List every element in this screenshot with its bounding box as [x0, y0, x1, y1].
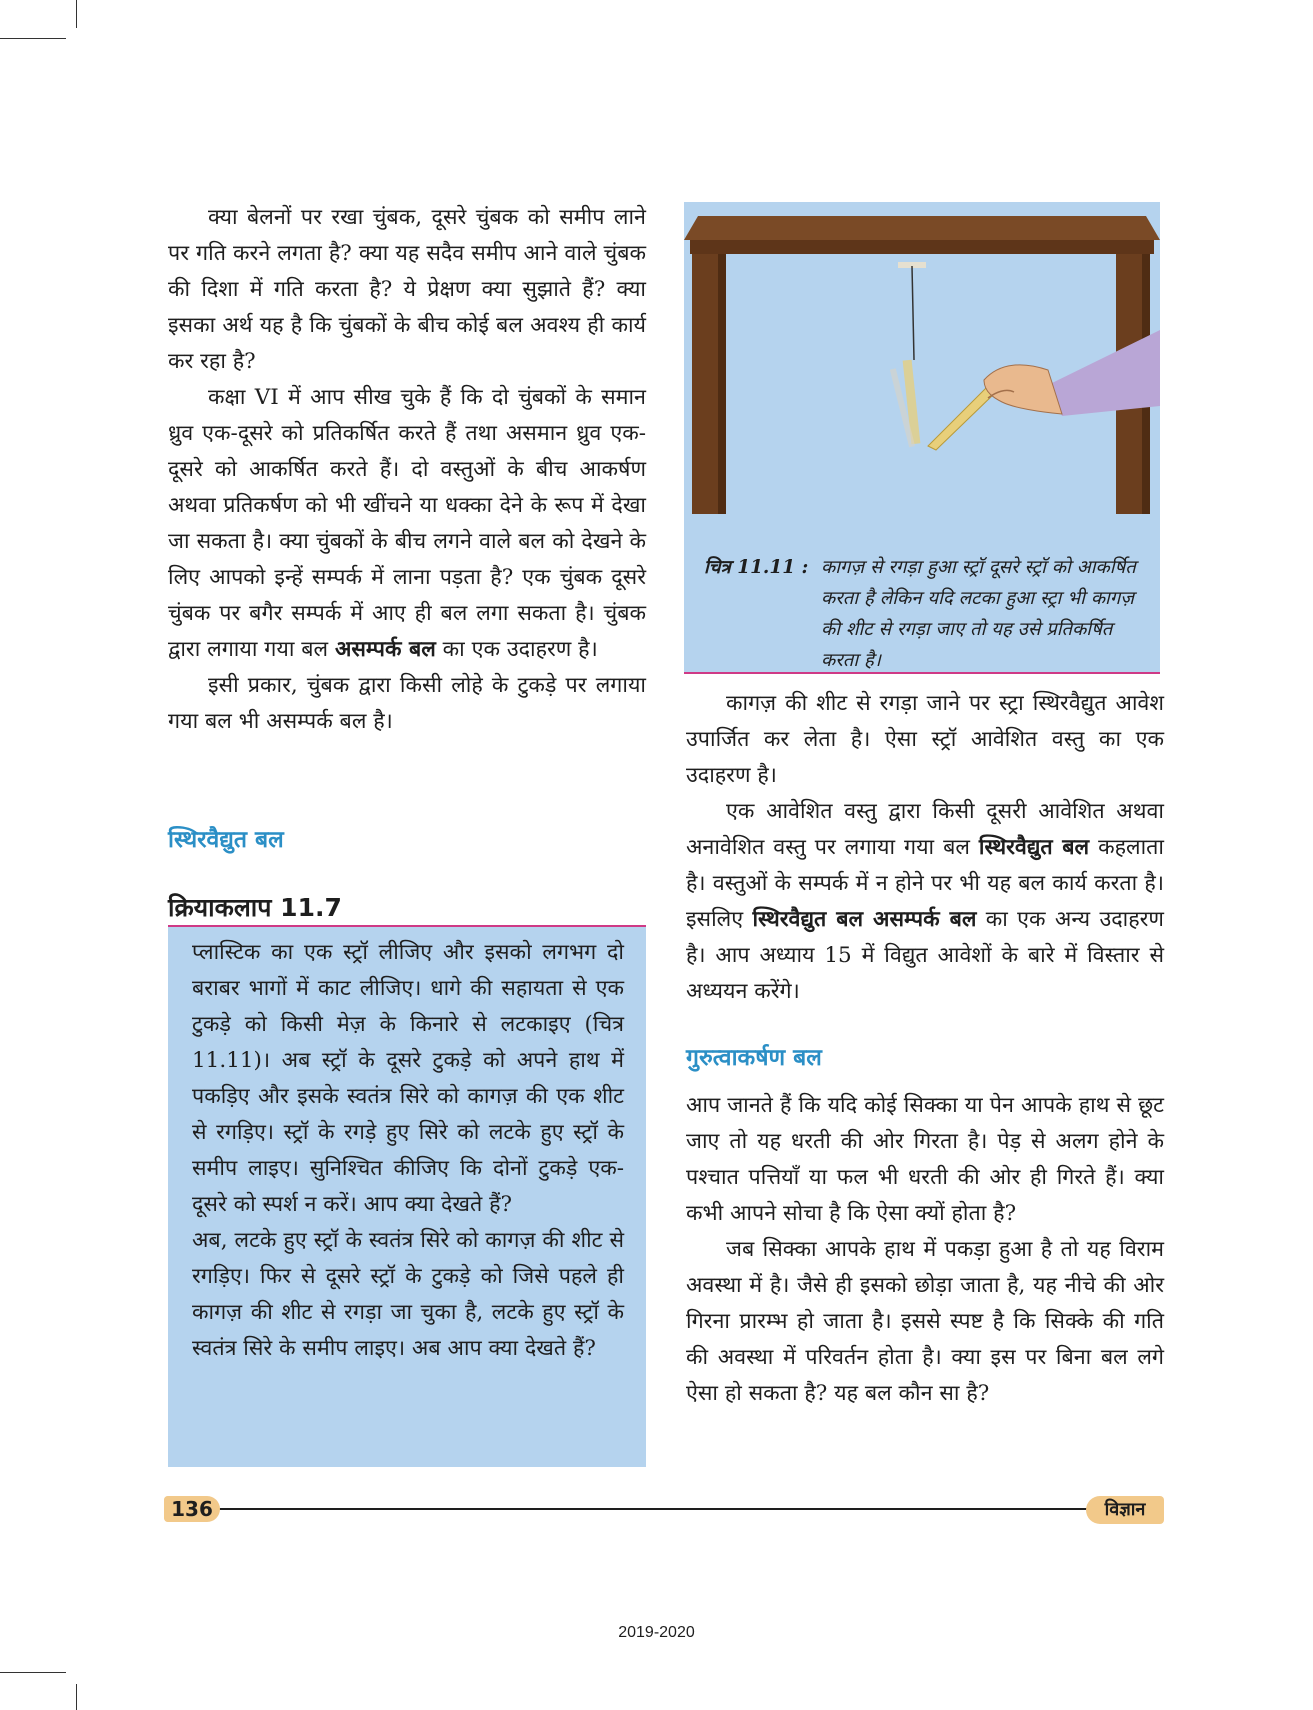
subject-tab: विज्ञान — [1086, 1496, 1164, 1524]
crop-mark — [0, 38, 66, 39]
activity-text: अब, लटके हुए स्ट्रॉ के स्वतंत्र सिरे को कागज़ की शीट से रगड़िए। फिर से दूसरे स्ट्रॉ के टुकड़े को जिसे पहले ही कागज़ की शीट से रगड़ा जा चुका है, लटके हुए स्ट्रॉ के स्वतंत्र सिरे के समीप लाइए। अब आप क्या देखते हैं? — [192, 1228, 624, 1361]
left-column — [168, 200, 646, 740]
activity-title: क्रियाकलाप 11.7 — [168, 893, 342, 922]
right-column-lower — [686, 1088, 1164, 1412]
paragraph: कक्षा VI में आप सीख चुके हैं कि दो चुंबकों के समान ध्रुव एक-दूसरे को प्रतिकर्षित करते हैं तथा असमान ध्रुव एक-दूसरे को आकर्षित करते हैं। दो वस्तुओं के बीच आकर्षण अथवा प्रतिकर्षण को भी खींचने या धक्का देने के रूप में देखा जा सकता है। क्या चुंबकों के बीच लगने वाले बल को देखने के लिए आपको इन्हें सम्पर्क में लाना पड़ता है? एक चुंबक दूसरे चुंबक पर बगैर सम्पर्क में आए ही बल लगा सकता है। चुंबक द्वारा लगाया गया बल असम्पर्क बल का एक उदाहरण है। — [168, 385, 646, 662]
figure-rule — [684, 672, 1160, 674]
paragraph: इसी प्रकार, चुंबक द्वारा किसी लोहे के टुकड़े पर लगाया गया बल भी असम्पर्क बल है। — [168, 673, 646, 734]
figure-caption-text: कागज़ से रगड़ा हुआ स्ट्रॉ दूसरे स्ट्रॉ को आकर्षित करता है लेकिन यदि लटका हुआ स्ट्रा भी कागज़ की शीट से रगड़ा जाए तो यह उसे प्रतिकर्षित करता है। — [821, 557, 1136, 671]
bold-term: स्थिरवैद्युत बल असम्पर्क बल — [752, 907, 977, 932]
activity-box — [168, 927, 646, 1467]
crop-mark — [76, 0, 77, 28]
crop-mark — [0, 1672, 66, 1673]
paragraph: एक आवेशित वस्तु द्वारा किसी दूसरी आवेशित अथवा अनावेशित वस्तु पर लगाया गया बल स्थिरवैद्युत बल कहलाता है। वस्तुओं के सम्पर्क में न होने पर भी यह बल कार्य करता है। इसलिए स्थिरवैद्युत बल असम्पर्क बल का एक अन्य उदाहरण है। आप अध्याय 15 में विद्युत आवेशों के बारे में विस्तार से अध्ययन करेंगे। — [686, 799, 1164, 1004]
hand-straw — [928, 386, 996, 450]
year-label: 2019-2020 — [618, 1624, 695, 1641]
figure-11-11 — [684, 202, 1160, 674]
paragraph: जब सिक्का आपके हाथ में पकड़ा हुआ है तो यह विराम अवस्था में है। जैसे ही इसको छोड़ा जाता है, यह नीचे की ओर गिरना प्रारम्भ हो जाता है। इससे स्पष्ट है कि सिक्के की गति की अवस्था में परिवर्तन होता है। क्या इस पर बिना बल लगे ऐसा हो सकता है? यह बल कौन सा है? — [686, 1237, 1164, 1406]
bold-term: स्थिरवैद्युत बल — [978, 835, 1090, 860]
sleeve — [1050, 330, 1160, 416]
paragraph: क्या बेलनों पर रखा चुंबक, दूसरे चुंबक को समीप लाने पर गति करने लगता है? क्या यह सदैव समीप आने वाले चुंबक की दिशा में गति करता है? ये प्रेक्षण क्या सुझाते हैं? क्या इसका अर्थ यह है कि चुंबकों के बीच कोई बल अवश्य ही कार्य कर रहा है? — [168, 205, 646, 374]
table-apron — [690, 240, 1154, 254]
bold-term: असम्पर्क बल — [334, 637, 436, 662]
thread — [912, 266, 914, 360]
table-leg-left-shade — [718, 254, 726, 514]
section-heading-electrostatic: स्थिरवैद्युत बल — [168, 827, 284, 853]
paragraph: आप जानते हैं कि यदि कोई सिक्का या पेन आपके हाथ से छूट जाए तो यह धरती की ओर गिरता है। पेड़ से अलग होने के पश्चात पत्तियाँ या फल भी धरती की ओर ही गिरते हैं। क्या कभी आपने सोचा है कि ऐसा क्यों होता है? — [686, 1093, 1164, 1226]
table-top — [684, 216, 1160, 240]
paragraph: कागज़ की शीट से रगड़ा जाने पर स्ट्रा स्थिरवैद्युत आवेश उपार्जित कर लेता है। ऐसा स्ट्रॉ आवेशित वस्तु का एक उदाहरण है। — [686, 691, 1164, 788]
footer-rule — [168, 1508, 1164, 1510]
figure-label: चित्र 11.11 : — [704, 557, 809, 578]
figure-caption — [704, 552, 1140, 676]
section-heading-gravity: गुरुत्वाकर्षण बल — [686, 1045, 822, 1071]
crop-mark — [76, 1684, 77, 1710]
activity-text: प्लास्टिक का एक स्ट्रॉ लीजिए और इसको लगभग दो बराबर भागों में काट लीजिए। धागे की सहायता से एक टुकड़े को किसी मेज़ के किनारे से लटकाइए (चित्र 11.11)। अब स्ट्रॉ के दूसरे टुकड़े को अपने हाथ में पकड़िए और इसके स्वतंत्र सिरे को कागज़ की एक शीट से रगड़िए। स्ट्रॉ के रगड़े हुए सिरे को लटके हुए स्ट्रॉ के समीप लाइए। सुनिश्चित कीजिए कि दोनों टुकड़े एक-दूसरे को स्पर्श न करें। आप क्या देखते हैं? — [192, 940, 624, 1217]
page-number: 136 — [164, 1496, 220, 1522]
right-column — [686, 686, 1164, 1010]
hand — [984, 365, 1062, 414]
